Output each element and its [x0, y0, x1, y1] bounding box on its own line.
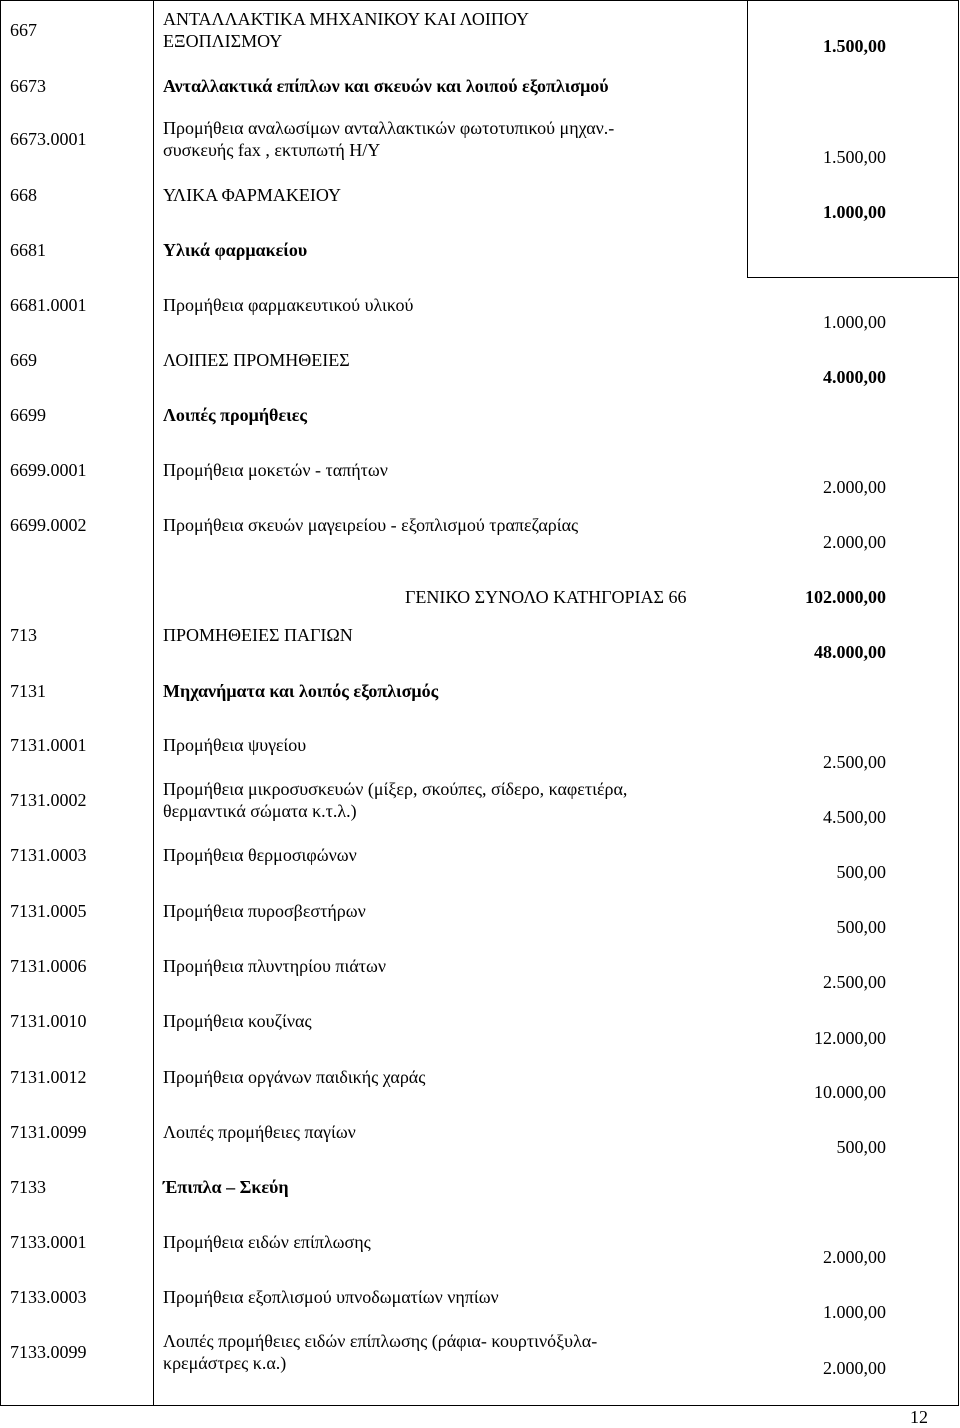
row-amount: 1.000,00	[823, 1302, 886, 1322]
row-description: ΑΝΤΑΛΛΑΚΤΙΚΑ ΜΗΧΑΝΙΚΟΥ ΚΑΙ ΛΟΙΠΟΥ	[163, 9, 529, 29]
row-code: 7131.0005	[10, 901, 87, 921]
row-code: 6681	[10, 240, 46, 260]
row-description: Προμήθεια ειδών επίπλωσης	[163, 1232, 371, 1252]
section-divider	[747, 277, 959, 278]
row-code: 669	[10, 350, 37, 370]
row-description: κρεμάστρες κ.α.)	[163, 1353, 287, 1373]
row-amount: 4.500,00	[823, 807, 886, 827]
row-amount: 1.000,00	[823, 202, 886, 222]
row-amount: 1.000,00	[823, 312, 886, 332]
row-code: 7131.0099	[10, 1122, 87, 1142]
row-description: Προμήθεια σκευών μαγειρείου - εξοπλισμού τραπεζαρίας	[163, 515, 579, 535]
row-description: Λοιπές προμήθειες παγίων	[163, 1122, 356, 1142]
row-amount: 500,00	[836, 917, 886, 937]
table-left-border	[0, 0, 1, 1406]
row-amount: 2.000,00	[823, 1247, 886, 1267]
description-column-divider	[747, 0, 748, 277]
row-code: 7133.0001	[10, 1232, 87, 1252]
row-description: Λοιπές προμήθειες	[163, 405, 307, 425]
row-amount: 500,00	[836, 1137, 886, 1157]
row-description: Προμήθεια φαρμακευτικού υλικού	[163, 295, 414, 315]
row-amount: 1.500,00	[823, 147, 886, 167]
row-code: 668	[10, 185, 37, 205]
row-description: Λοιπές προμήθειες ειδών επίπλωσης (ράφια- κουρτινόξυλα-	[163, 1331, 598, 1351]
row-amount: 2.000,00	[823, 477, 886, 497]
page-number: 12	[910, 1407, 928, 1427]
row-description: Προμήθεια οργάνων παιδικής χαράς	[163, 1067, 426, 1087]
row-amount: 2.500,00	[823, 752, 886, 772]
row-description: Ανταλλακτικά επίπλων και σκευών και λοιπού εξοπλισμού	[163, 76, 609, 96]
row-code: 7131.0003	[10, 845, 87, 865]
category-total-label: ΓΕΝΙΚΟ ΣΥΝΟΛΟ ΚΑΤΗΓΟΡΙΑΣ 66	[405, 587, 687, 607]
row-description: θερμαντικά σώματα κ.τ.λ.)	[163, 801, 357, 821]
category-total-amount: 102.000,00	[805, 587, 886, 607]
row-code: 667	[10, 20, 37, 40]
row-amount: 2.000,00	[823, 1358, 886, 1378]
row-description: ΥΛΙΚΑ ΦΑΡΜΑΚΕΙΟΥ	[163, 185, 341, 205]
row-amount: 500,00	[836, 862, 886, 882]
row-code: 6673.0001	[10, 129, 87, 149]
row-amount: 2.000,00	[823, 532, 886, 552]
row-amount: 1.500,00	[823, 36, 886, 56]
row-amount: 10.000,00	[814, 1082, 886, 1102]
row-code: 7133.0003	[10, 1287, 87, 1307]
row-amount: 48.000,00	[814, 642, 886, 662]
row-amount: 2.500,00	[823, 972, 886, 992]
row-code: 6699.0002	[10, 515, 87, 535]
row-description: Έπιπλα – Σκεύη	[163, 1177, 289, 1197]
row-description: Προμήθεια μικροσυσκευών (μίξερ, σκούπες, σίδερο, καφετιέρα,	[163, 779, 628, 799]
row-description: ΠΡΟΜΗΘΕΙΕΣ ΠΑΓΙΩΝ	[163, 625, 353, 645]
row-description: Υλικά φαρμακείου	[163, 240, 308, 260]
row-amount: 4.000,00	[823, 367, 886, 387]
row-code: 7131.0010	[10, 1011, 87, 1031]
row-code: 6681.0001	[10, 295, 87, 315]
row-code: 7131.0002	[10, 790, 87, 810]
row-description: Προμήθεια αναλωσίμων ανταλλακτικών φωτοτυπικού μηχαν.-	[163, 118, 615, 138]
row-description: συσκευής fax , εκτυπωτή Η/Υ	[163, 140, 381, 160]
row-description: Προμήθεια μοκετών - ταπήτων	[163, 460, 388, 480]
row-code: 7133	[10, 1177, 46, 1197]
table-right-border	[958, 0, 959, 1406]
row-code: 7131.0001	[10, 735, 87, 755]
row-code: 6699.0001	[10, 460, 87, 480]
row-description: ΕΞΟΠΛΙΣΜΟΥ	[163, 31, 283, 51]
row-code: 7133.0099	[10, 1342, 87, 1362]
row-description: Μηχανήματα και λοιπός εξοπλισμός	[163, 681, 439, 701]
row-description: Προμήθεια πυροσβεστήρων	[163, 901, 366, 921]
row-code: 6699	[10, 405, 46, 425]
row-description: Προμήθεια πλυντηρίου πιάτων	[163, 956, 387, 976]
row-code: 6673	[10, 76, 46, 96]
row-amount: 12.000,00	[814, 1028, 886, 1048]
row-code: 7131.0012	[10, 1067, 87, 1087]
row-description: Προμήθεια κουζίνας	[163, 1011, 312, 1031]
table-bottom-border	[0, 1405, 959, 1406]
row-description: Προμήθεια ψυγείου	[163, 735, 307, 755]
row-code: 7131	[10, 681, 46, 701]
code-column-divider	[153, 0, 154, 1406]
row-description: Προμήθεια θερμοσιφώνων	[163, 845, 357, 865]
row-code: 7131.0006	[10, 956, 87, 976]
row-code: 713	[10, 625, 37, 645]
row-description: ΛΟΙΠΕΣ ΠΡΟΜΗΘΕΙΕΣ	[163, 350, 350, 370]
row-description: Προμήθεια εξοπλισμού υπνοδωματίων νηπίων	[163, 1287, 499, 1307]
table-top-border	[0, 0, 959, 1]
